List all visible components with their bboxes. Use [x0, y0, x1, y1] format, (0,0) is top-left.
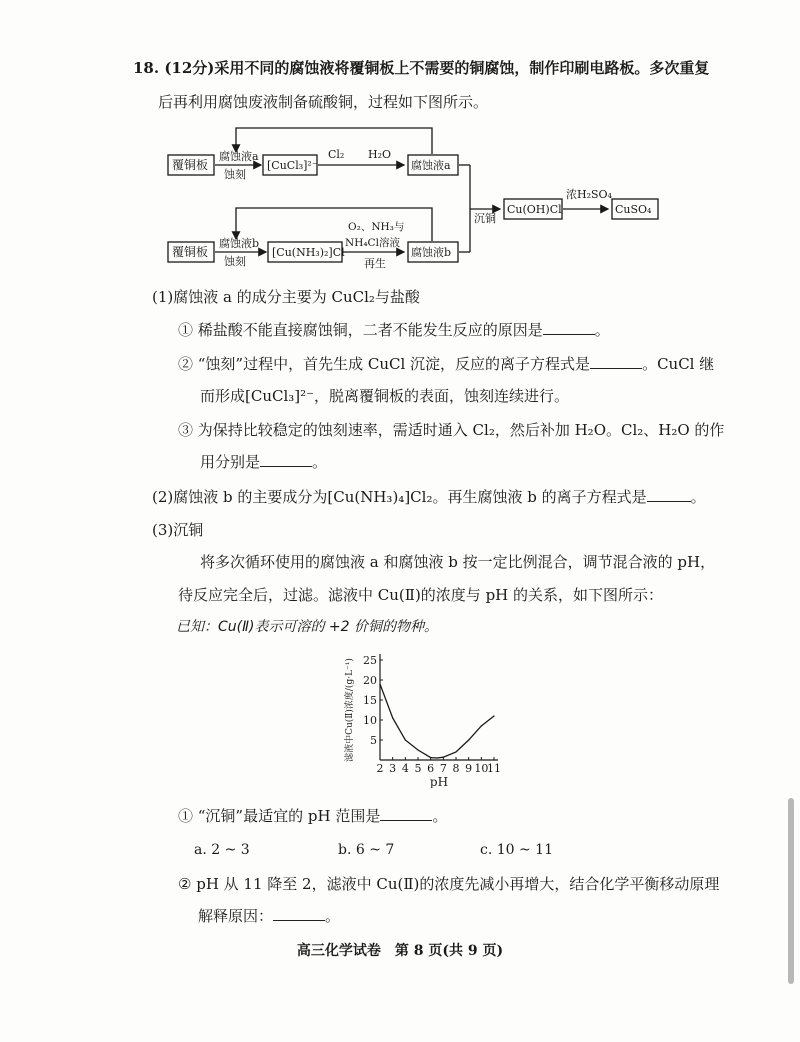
complex-a-label: [CuCl₃]²⁻: [267, 159, 318, 172]
y-tick-label: 5: [370, 734, 377, 747]
part1-q2-line2: 而形成[CuCl₃]²⁻，脱离覆铜板的表面，蚀刻连续进行。: [200, 387, 570, 405]
precip-label: 沉铜: [474, 212, 496, 225]
part1-q2-text: ② “蚀刻”过程中，首先生成 CuCl 沉淀，反应的离子方程式是: [178, 355, 591, 373]
complex-b-label: [Cu(NH₃)₂]Cl: [272, 246, 345, 259]
board-a-label: 覆铜板: [172, 158, 209, 172]
part3-para-1: 将多次循环使用的腐蚀液 a 和腐蚀液 b 按一定比例混合，调节混合液的 pH，: [200, 553, 716, 571]
part1-q1-text: ① 稀盐酸不能直接腐蚀铜，二者不能发生反应的原因是: [178, 321, 543, 339]
cuso4-label: CuSO₄: [615, 203, 652, 216]
y-tick-label: 25: [363, 654, 377, 667]
data-point: [392, 717, 393, 718]
h2o-label: H₂O: [368, 148, 392, 161]
part1-q1: [178, 320, 610, 340]
part3-q1: [178, 806, 447, 826]
answer-blank[interactable]: [260, 452, 312, 467]
part3-title: (3)沉铜: [152, 521, 204, 539]
y-tick-label: 15: [363, 694, 377, 707]
regen-line-1: O₂、NH₃与: [348, 221, 405, 233]
x-tick-label: 3: [389, 762, 397, 775]
answer-blank[interactable]: [380, 806, 432, 821]
period: 。: [325, 907, 341, 925]
option-a[interactable]: a. 2 ~ 3: [194, 842, 250, 858]
part3-q2-text: 解释原因：: [198, 907, 274, 925]
question-line-1: 18. (12分)采用不同的腐蚀液将覆铜板上不需要的铜腐蚀，制作印刷电路板。多次重复: [133, 59, 710, 77]
data-point: [436, 757, 437, 758]
etch-a-top-label: 腐蚀液a: [219, 150, 259, 163]
part3-known-note: 已知：Cu(Ⅱ)表示可溶的 +2 价铜的物种。: [176, 619, 439, 635]
x-tick-label: 10: [474, 762, 489, 775]
etch-b-top-label: 腐蚀液b: [219, 237, 260, 250]
data-point: [430, 757, 431, 758]
part1-intro: (1)腐蚀液 a 的成分主要为 CuCl₂与盐酸: [152, 288, 420, 306]
period: 。: [312, 453, 328, 471]
board-b-label: 覆铜板: [172, 245, 209, 259]
x-axis-label: pH: [429, 775, 449, 788]
x-tick-label: 5: [414, 762, 422, 775]
part3-q2: ② pH 从 11 降至 2，滤液中 Cu(Ⅱ)的浓度先减小再增大，结合化学平衡移动原理: [178, 875, 720, 893]
process-flow-diagram: [0, 0, 800, 290]
liquid-b-label: 腐蚀液b: [411, 246, 452, 259]
x-tick-label: 2: [376, 762, 384, 775]
series-line: [380, 684, 494, 758]
part1-q2-cont: 。CuCl 继: [642, 355, 715, 373]
part2-text: (2)腐蚀液 b 的主要成分为[Cu(NH₃)₄]Cl₂。再生腐蚀液 b 的离子方程式是: [152, 488, 647, 506]
x-tick-label: 7: [439, 762, 447, 775]
x-tick-label: 9: [465, 762, 473, 775]
scrollbar[interactable]: [788, 798, 794, 984]
part1-q3-text: 用分别是: [200, 453, 261, 471]
part3-q2-line2: [198, 906, 340, 926]
part1-q2: [178, 354, 714, 374]
acid-label: 浓H₂SO₄: [566, 188, 612, 201]
part1-q3-line2: [200, 452, 327, 472]
data-point: [468, 739, 469, 740]
y-tick-label: 20: [363, 674, 377, 687]
data-point: [455, 751, 456, 752]
data-point: [481, 725, 482, 726]
data-point: [443, 757, 444, 758]
etch-a-bottom-label: 蚀刻: [224, 168, 246, 181]
period: 。: [432, 807, 448, 825]
answer-blank[interactable]: [543, 320, 595, 335]
x-tick-label: 11: [487, 762, 501, 775]
answer-blank[interactable]: [273, 906, 325, 921]
answer-blank[interactable]: [647, 487, 691, 502]
x-tick-label: 4: [401, 762, 409, 775]
period: 。: [690, 488, 706, 506]
cuohcl-label: Cu(OH)Cl: [507, 203, 562, 216]
part2: [152, 487, 706, 507]
part1-q3: ③ 为保持比较稳定的蚀刻速率，需适时通入 Cl₂，然后补加 H₂O。Cl₂、H₂O 的作: [178, 421, 725, 439]
answer-blank[interactable]: [590, 354, 642, 369]
cl2-label: Cl₂: [328, 148, 345, 161]
data-point: [493, 715, 494, 716]
regen-line-3: 再生: [364, 257, 386, 270]
cu-concentration-chart: [330, 648, 510, 788]
liquid-a-label: 腐蚀液a: [411, 159, 451, 172]
data-point: [405, 739, 406, 740]
page-footer: 高三化学试卷 第 8 页(共 9 页): [296, 943, 504, 959]
period: 。: [594, 321, 610, 339]
y-axis-label: 滤液中Cu(Ⅱ)浓度/(g·L⁻¹): [345, 658, 355, 762]
x-tick-label: 6: [427, 762, 435, 775]
data-point: [379, 683, 380, 684]
etch-b-bottom-label: 蚀刻: [224, 255, 246, 268]
y-tick-label: 10: [363, 714, 377, 727]
question-line-2: 后再利用腐蚀废液制备硫酸铜，过程如下图所示。: [158, 93, 489, 111]
part3-q1-text: ① “沉铜”最适宜的 pH 范围是: [178, 807, 381, 825]
option-b[interactable]: b. 6 ~ 7: [338, 842, 395, 858]
data-point: [417, 749, 418, 750]
option-c[interactable]: c. 10 ~ 11: [480, 842, 554, 858]
regen-line-2: NH₄Cl溶液: [345, 237, 400, 249]
part3-para-2: 待反应完全后，过滤。滤液中 Cu(Ⅱ)的浓度与 pH 的关系，如下图所示：: [178, 586, 664, 604]
x-tick-label: 8: [452, 762, 460, 775]
